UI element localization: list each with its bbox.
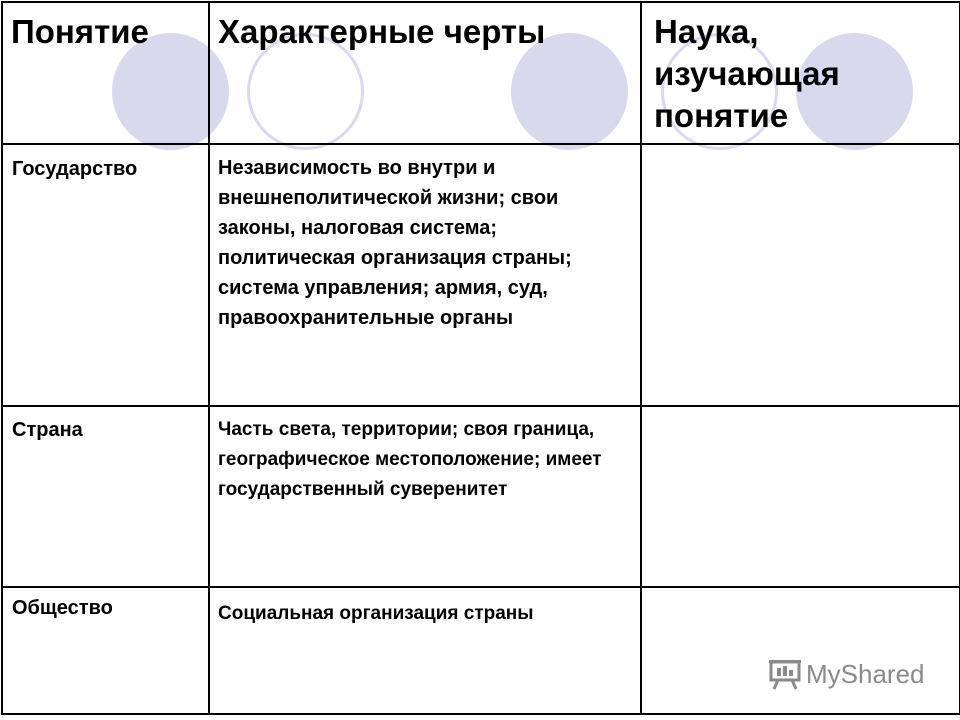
features-cell: Часть света, территории; своя граница, географическое местоположение; имеет государственный суверенитет: [209, 406, 641, 587]
science-cell[interactable]: [641, 406, 960, 587]
features-cell: Социальная организация страны: [209, 587, 641, 714]
concept-cell: Страна: [2, 406, 209, 587]
concept-cell: Государство: [2, 144, 209, 406]
science-cell[interactable]: [641, 144, 960, 406]
watermark-text: MyShared: [806, 658, 925, 689]
header-concept: Понятие: [2, 2, 209, 144]
table-row: [2, 144, 960, 406]
science-cell[interactable]: [641, 587, 960, 714]
presentation-board-icon: [768, 658, 802, 690]
concepts-table: [1, 1, 960, 715]
concept-cell: Общество: [2, 587, 209, 714]
table-header-row: [2, 2, 960, 144]
header-features: Характерные черты: [209, 2, 641, 144]
header-science: Наука, изучающая понятие: [641, 2, 960, 144]
table-row: [2, 406, 960, 587]
table-row: [2, 587, 960, 714]
features-cell: Независимость во внутри и внешнеполитической жизни; свои законы, налоговая система; политическая организация страны; система управления; армия, суд, правоохранительные органы: [209, 144, 641, 406]
watermark: [768, 658, 925, 690]
